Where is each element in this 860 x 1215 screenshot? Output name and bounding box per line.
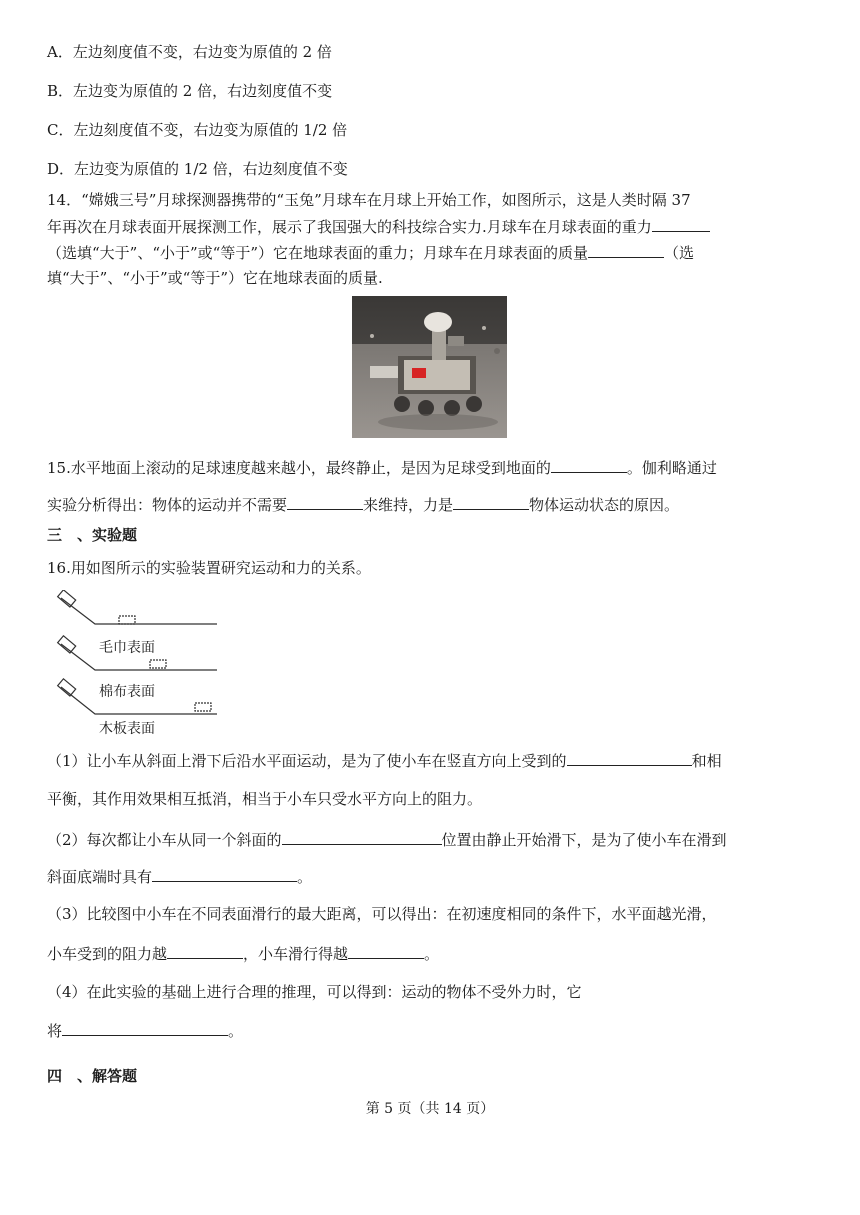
q14-line2	[47, 216, 710, 237]
answer-blank[interactable]	[567, 750, 692, 766]
q16-part2-line1	[47, 829, 727, 850]
q16-text: 。	[297, 868, 313, 886]
q14-text: 年再次在月球表面开展探测工作，展示了我国强大的科技综合实力.月球车在月球表面的重力	[47, 218, 652, 236]
q14-text: （选	[664, 244, 695, 262]
experiment-diagram	[55, 590, 230, 736]
wood-surface-label: 木板表面	[99, 721, 155, 737]
q16-stem: 16.用如图所示的实验装置研究运动和力的关系。	[47, 559, 371, 577]
section-title: 三 、实验题	[47, 526, 138, 544]
option-c: C．左边刻度值不变，右边变为原值的 1/2 倍	[47, 121, 348, 139]
q15-text: 来维持，力是	[363, 496, 454, 514]
q15-text: 。伽利略通过	[626, 459, 717, 477]
q16-part3-line2	[47, 943, 439, 964]
q16-part1-line2: 平衡，其作用效果相互抵消，相当于小车只受水平方向上的阻力。	[47, 790, 483, 808]
answer-blank[interactable]	[652, 216, 710, 232]
answer-blank[interactable]	[348, 943, 424, 959]
lunar-rover-photo	[352, 296, 507, 438]
q16-part1-line1	[47, 750, 722, 771]
q16-text: 和相	[691, 752, 722, 770]
q14-line1: 14．“嫦娥三号”月球探测器携带的“玉兔”月球车在月球上开始工作，如图所示，这是人类时隔 37	[47, 191, 691, 209]
q16-text: （2）每次都让小车从同一个斜面的	[47, 831, 282, 849]
q16-text: 斜面底端时具有	[47, 868, 153, 886]
q16-text: ，小车滑行得越	[243, 945, 349, 963]
section-title: 四 、解答题	[47, 1067, 138, 1085]
answer-blank[interactable]	[287, 494, 363, 510]
q16-part3-line1: （3）比较图中小车在不同表面滑行的最大距离，可以得出：在初速度相同的条件下，水平面越光滑，	[47, 905, 717, 923]
q16-text: 。	[424, 945, 440, 963]
answer-blank[interactable]	[453, 494, 529, 510]
q15-text: 15.水平地面上滚动的足球速度越来越小，最终静止，是因为足球受到地面的	[47, 459, 551, 477]
answer-blank[interactable]	[62, 1020, 228, 1036]
cotton-surface-label: 棉布表面	[99, 684, 155, 700]
q16-text: （1）让小车从斜面上滑下后沿水平面运动，是为了使小车在竖直方向上受到的	[47, 752, 567, 770]
q14-line4: 填“大于”、“小于”或“等于”）它在地球表面的质量.	[47, 269, 383, 287]
answer-blank[interactable]	[167, 943, 243, 959]
answer-blank[interactable]	[551, 457, 627, 473]
q16-text: 位置由静止开始滑下，是为了使小车在滑到	[441, 831, 727, 849]
answer-blank[interactable]	[282, 829, 442, 845]
q15-line2	[47, 494, 679, 515]
option-b: B．左边变为原值的 2 倍，右边刻度值不变	[47, 82, 333, 100]
q16-text: 将	[47, 1022, 63, 1040]
page-number: 第 5 页（共 14 页）	[365, 1101, 495, 1117]
answer-blank[interactable]	[152, 866, 297, 882]
answer-blank[interactable]	[588, 242, 664, 258]
q14-text: （选填“大于”、“小于”或“等于”）它在地球表面的重力；月球车在月球表面的质量	[47, 244, 589, 262]
q16-part4-line1: （4）在此实验的基础上进行合理的推理，可以得到：运动的物体不受外力时，它	[47, 983, 582, 1001]
q16-part2-line2	[47, 866, 312, 887]
towel-surface-label: 毛巾表面	[99, 640, 155, 656]
q16-text: 小车受到的阻力越	[47, 945, 168, 963]
q16-part4-line2	[47, 1020, 243, 1041]
q15-text: 实验分析得出：物体的运动并不需要	[47, 496, 288, 514]
option-d: D．左边变为原值的 1/2 倍，右边刻度值不变	[47, 160, 348, 178]
q16-text: 。	[228, 1022, 244, 1040]
q14-line3	[47, 242, 694, 263]
q15-line1	[47, 457, 717, 478]
option-a: A．左边刻度值不变，右边变为原值的 2 倍	[47, 43, 332, 61]
q15-text: 物体运动状态的原因。	[529, 496, 680, 514]
